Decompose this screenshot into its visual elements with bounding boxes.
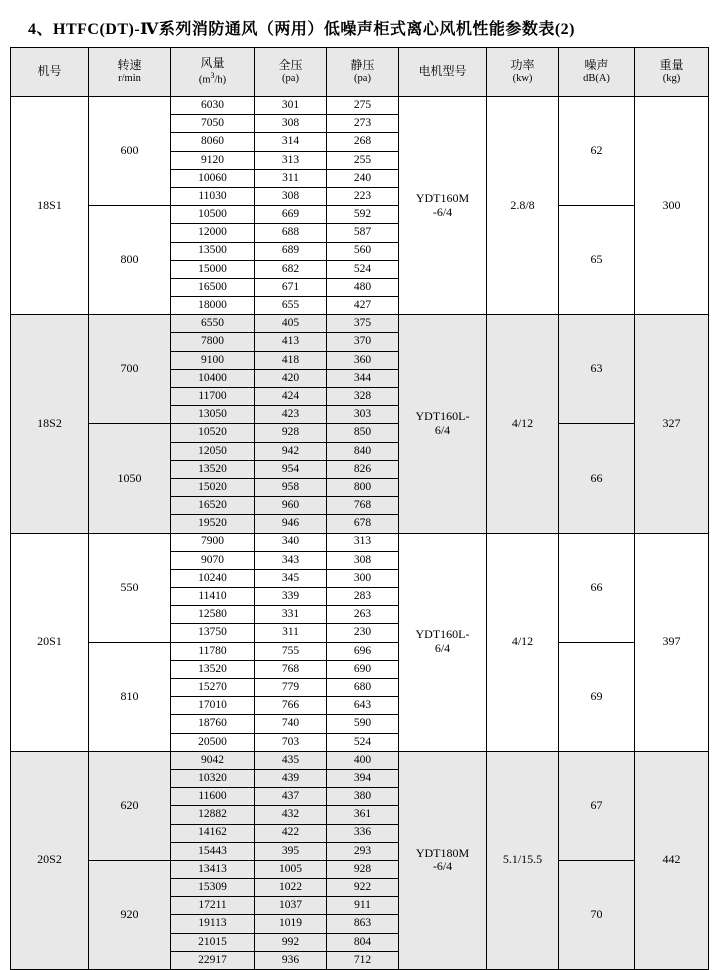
cell-static-pressure: 394 (327, 769, 399, 787)
table-row (11, 97, 709, 115)
table-row (11, 315, 709, 333)
cell-flow: 13520 (171, 460, 255, 478)
cell-static-pressure: 263 (327, 606, 399, 624)
cell-static-pressure: 400 (327, 751, 399, 769)
cell-total-pressure: 1019 (255, 915, 327, 933)
col-header-static-pressure-line2: (pa) (354, 72, 371, 84)
cell-flow: 15000 (171, 260, 255, 278)
cell-total-pressure: 928 (255, 424, 327, 442)
cell-total-pressure: 689 (255, 242, 327, 260)
cell-flow: 10320 (171, 769, 255, 787)
cell-static-pressure: 268 (327, 133, 399, 151)
cell-static-pressure: 375 (327, 315, 399, 333)
cell-total-pressure: 779 (255, 679, 327, 697)
cell-flow: 15020 (171, 478, 255, 496)
cell-total-pressure: 435 (255, 751, 327, 769)
cell-model: 18S1 (11, 97, 89, 315)
cell-total-pressure: 422 (255, 824, 327, 842)
cell-static-pressure: 303 (327, 406, 399, 424)
cell-power: 4/12 (487, 533, 559, 751)
col-header-speed-line2: r/min (118, 72, 141, 84)
cell-total-pressure: 671 (255, 278, 327, 296)
cell-flow: 6550 (171, 315, 255, 333)
col-header-power-line1: 功率 (510, 58, 535, 73)
cell-weight: 300 (635, 97, 709, 315)
cell-flow: 15270 (171, 679, 255, 697)
col-header-total-pressure (255, 48, 327, 97)
cell-total-pressure: 682 (255, 260, 327, 278)
cell-total-pressure: 740 (255, 715, 327, 733)
col-header-flow-line2: $(m^3/h)$ (198, 71, 227, 86)
cell-motor-model (399, 315, 487, 533)
cell-flow: 12050 (171, 442, 255, 460)
cell-motor-model-line1: YDT160L- (415, 627, 470, 642)
cell-noise: 65 (559, 206, 635, 315)
cell-static-pressure: 255 (327, 151, 399, 169)
col-header-noise (559, 48, 635, 97)
cell-power: 2.8/8 (487, 97, 559, 315)
cell-flow: 13050 (171, 406, 255, 424)
cell-motor-model-line2: -6/4 (432, 859, 453, 874)
cell-total-pressure: 405 (255, 315, 327, 333)
cell-flow: 11410 (171, 588, 255, 606)
cell-static-pressure: 230 (327, 624, 399, 642)
cell-static-pressure: 344 (327, 369, 399, 387)
cell-noise: 62 (559, 97, 635, 206)
cell-flow: 17211 (171, 897, 255, 915)
page-title: 4、HTFC(DT)-Ⅳ系列消防通风（两用）低噪声柜式离心风机性能参数表(2) (28, 21, 575, 38)
cell-static-pressure: 308 (327, 551, 399, 569)
cell-static-pressure: 480 (327, 278, 399, 296)
cell-static-pressure: 680 (327, 679, 399, 697)
cell-model: 20S1 (11, 533, 89, 751)
cell-flow: 12882 (171, 806, 255, 824)
cell-static-pressure: 360 (327, 351, 399, 369)
cell-flow: 15309 (171, 879, 255, 897)
col-header-static-pressure-line1: 静压 (350, 58, 375, 73)
cell-flow: 11780 (171, 642, 255, 660)
cell-flow: 22917 (171, 951, 255, 969)
col-header-total-pressure-line1: 全压 (278, 58, 303, 73)
cell-speed: 550 (89, 533, 171, 642)
cell-total-pressure: 1037 (255, 897, 327, 915)
cell-flow: 19113 (171, 915, 255, 933)
cell-total-pressure: 413 (255, 333, 327, 351)
cell-total-pressure: 339 (255, 588, 327, 606)
table-row (11, 533, 709, 551)
cell-total-pressure: 954 (255, 460, 327, 478)
cell-motor-model-line2: -6/4 (432, 204, 453, 219)
cell-static-pressure: 712 (327, 951, 399, 969)
col-header-weight-line2: (kg) (662, 72, 681, 84)
cell-noise: 66 (559, 533, 635, 642)
cell-total-pressure: 345 (255, 569, 327, 587)
table-row (11, 424, 709, 442)
cell-flow: 17010 (171, 697, 255, 715)
cell-speed: 810 (89, 642, 171, 751)
col-header-power (487, 48, 559, 97)
cell-static-pressure: 826 (327, 460, 399, 478)
cell-static-pressure: 804 (327, 933, 399, 951)
cell-flow: 18760 (171, 715, 255, 733)
col-header-flow (171, 48, 255, 97)
col-header-model (11, 48, 89, 97)
cell-motor-model-line1: YDT160L- (415, 409, 470, 424)
cell-static-pressure: 361 (327, 806, 399, 824)
cell-flow: 10060 (171, 169, 255, 187)
col-header-weight (635, 48, 709, 97)
cell-total-pressure: 314 (255, 133, 327, 151)
cell-power: 4/12 (487, 315, 559, 533)
cell-motor-model-line1: YDT160M (415, 190, 470, 205)
col-header-static-pressure (327, 48, 399, 97)
col-header-motor-model-line1: 电机型号 (418, 64, 467, 79)
cell-flow: 19520 (171, 515, 255, 533)
col-header-weight-line1: 重量 (659, 58, 684, 73)
cell-flow: 13750 (171, 624, 255, 642)
cell-static-pressure: 696 (327, 642, 399, 660)
cell-static-pressure: 678 (327, 515, 399, 533)
cell-flow: 18000 (171, 297, 255, 315)
cell-total-pressure: 946 (255, 515, 327, 533)
cell-speed: 1050 (89, 424, 171, 533)
cell-static-pressure: 928 (327, 860, 399, 878)
cell-total-pressure: 343 (255, 551, 327, 569)
cell-total-pressure: 424 (255, 388, 327, 406)
cell-flow: 10520 (171, 424, 255, 442)
cell-total-pressure: 423 (255, 406, 327, 424)
cell-static-pressure: 850 (327, 424, 399, 442)
cell-flow: 10400 (171, 369, 255, 387)
cell-static-pressure: 524 (327, 260, 399, 278)
cell-noise: 70 (559, 860, 635, 969)
cell-total-pressure: 958 (255, 478, 327, 496)
cell-power: 5.1/15.5 (487, 751, 559, 969)
cell-model: 18S2 (11, 315, 89, 533)
cell-speed: 620 (89, 751, 171, 860)
cell-total-pressure: 936 (255, 951, 327, 969)
cell-total-pressure: 766 (255, 697, 327, 715)
cell-static-pressure: 911 (327, 897, 399, 915)
cell-total-pressure: 313 (255, 151, 327, 169)
cell-flow: 13500 (171, 242, 255, 260)
cell-static-pressure: 313 (327, 533, 399, 551)
table-row (11, 642, 709, 660)
cell-motor-model-line2: 6/4 (434, 641, 451, 656)
cell-flow: 7050 (171, 115, 255, 133)
cell-static-pressure: 768 (327, 497, 399, 515)
cell-noise: 67 (559, 751, 635, 860)
cell-flow: 14162 (171, 824, 255, 842)
cell-static-pressure: 643 (327, 697, 399, 715)
cell-flow: 10240 (171, 569, 255, 587)
cell-total-pressure: 308 (255, 115, 327, 133)
cell-noise: 66 (559, 424, 635, 533)
table-header (11, 48, 709, 97)
cell-motor-model (399, 751, 487, 969)
cell-total-pressure: 942 (255, 442, 327, 460)
cell-total-pressure: 768 (255, 660, 327, 678)
cell-static-pressure: 275 (327, 97, 399, 115)
col-header-speed-line1: 转速 (117, 58, 142, 73)
cell-flow: 20500 (171, 733, 255, 751)
col-header-total-pressure-line2: (pa) (282, 72, 299, 84)
cell-flow: 16520 (171, 497, 255, 515)
cell-total-pressure: 960 (255, 497, 327, 515)
cell-total-pressure: 1022 (255, 879, 327, 897)
cell-flow: 21015 (171, 933, 255, 951)
cell-static-pressure: 592 (327, 206, 399, 224)
cell-total-pressure: 308 (255, 187, 327, 205)
cell-total-pressure: 311 (255, 169, 327, 187)
cell-flow: 12580 (171, 606, 255, 624)
cell-total-pressure: 703 (255, 733, 327, 751)
cell-model: 20S2 (11, 751, 89, 969)
cell-static-pressure: 328 (327, 388, 399, 406)
col-header-power-line2: (kw) (512, 72, 533, 84)
col-header-noise-line1: 噪声 (584, 58, 609, 73)
cell-flow: 7900 (171, 533, 255, 551)
col-header-speed (89, 48, 171, 97)
col-header-noise-line2: dB(A) (583, 72, 610, 84)
cell-total-pressure: 418 (255, 351, 327, 369)
cell-total-pressure: 420 (255, 369, 327, 387)
cell-static-pressure: 336 (327, 824, 399, 842)
cell-static-pressure: 273 (327, 115, 399, 133)
cell-flow: 9070 (171, 551, 255, 569)
cell-static-pressure: 922 (327, 879, 399, 897)
cell-total-pressure: 655 (255, 297, 327, 315)
cell-total-pressure: 301 (255, 97, 327, 115)
cell-flow: 16500 (171, 278, 255, 296)
cell-static-pressure: 800 (327, 478, 399, 496)
table-body (11, 97, 709, 970)
cell-static-pressure: 690 (327, 660, 399, 678)
cell-weight: 442 (635, 751, 709, 969)
cell-total-pressure: 439 (255, 769, 327, 787)
cell-speed: 920 (89, 860, 171, 969)
fan-performance-table (10, 47, 709, 970)
cell-total-pressure: 340 (255, 533, 327, 551)
col-header-motor-model (399, 48, 487, 97)
cell-flow: 11700 (171, 388, 255, 406)
cell-flow: 7800 (171, 333, 255, 351)
cell-static-pressure: 300 (327, 569, 399, 587)
cell-flow: 11600 (171, 788, 255, 806)
cell-weight: 327 (635, 315, 709, 533)
cell-speed: 800 (89, 206, 171, 315)
cell-flow: 15443 (171, 842, 255, 860)
cell-static-pressure: 240 (327, 169, 399, 187)
cell-total-pressure: 437 (255, 788, 327, 806)
cell-static-pressure: 863 (327, 915, 399, 933)
cell-total-pressure: 755 (255, 642, 327, 660)
cell-total-pressure: 311 (255, 624, 327, 642)
cell-motor-model (399, 97, 487, 315)
cell-weight: 397 (635, 533, 709, 751)
cell-total-pressure: 331 (255, 606, 327, 624)
table-row (11, 751, 709, 769)
table-row (11, 860, 709, 878)
cell-static-pressure: 380 (327, 788, 399, 806)
cell-static-pressure: 524 (327, 733, 399, 751)
cell-noise: 63 (559, 315, 635, 424)
cell-speed: 600 (89, 97, 171, 206)
header-row (11, 48, 709, 97)
cell-total-pressure: 432 (255, 806, 327, 824)
cell-flow: 6030 (171, 97, 255, 115)
cell-static-pressure: 283 (327, 588, 399, 606)
cell-flow: 12000 (171, 224, 255, 242)
table-row (11, 206, 709, 224)
cell-flow: 13413 (171, 860, 255, 878)
cell-motor-model-line2: 6/4 (434, 422, 451, 437)
cell-static-pressure: 840 (327, 442, 399, 460)
cell-flow: 8060 (171, 133, 255, 151)
col-header-model-line1: 机号 (37, 64, 62, 79)
cell-static-pressure: 223 (327, 187, 399, 205)
cell-speed: 700 (89, 315, 171, 424)
cell-flow: 10500 (171, 206, 255, 224)
cell-flow: 11030 (171, 187, 255, 205)
cell-static-pressure: 427 (327, 297, 399, 315)
cell-static-pressure: 590 (327, 715, 399, 733)
cell-total-pressure: 669 (255, 206, 327, 224)
cell-motor-model-line1: YDT180M (415, 845, 470, 860)
cell-flow: 9100 (171, 351, 255, 369)
cell-static-pressure: 560 (327, 242, 399, 260)
cell-total-pressure: 992 (255, 933, 327, 951)
col-header-flow-line1: 风量 (200, 56, 225, 71)
cell-static-pressure: 293 (327, 842, 399, 860)
cell-motor-model (399, 533, 487, 751)
cell-total-pressure: 688 (255, 224, 327, 242)
cell-flow: 9042 (171, 751, 255, 769)
cell-static-pressure: 587 (327, 224, 399, 242)
cell-static-pressure: 370 (327, 333, 399, 351)
cell-flow: 13520 (171, 660, 255, 678)
cell-noise: 69 (559, 642, 635, 751)
cell-flow: 9120 (171, 151, 255, 169)
cell-total-pressure: 395 (255, 842, 327, 860)
cell-total-pressure: 1005 (255, 860, 327, 878)
